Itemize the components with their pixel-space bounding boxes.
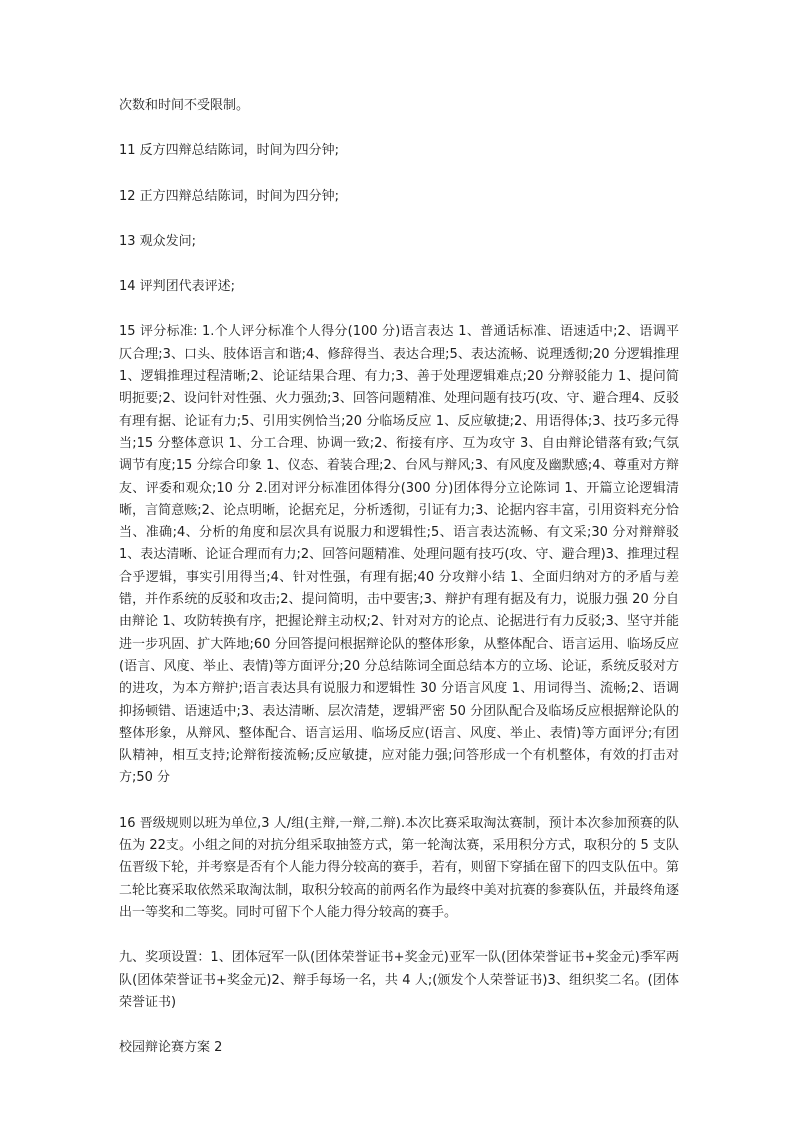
document-body bbox=[119, 95, 679, 1082]
paragraph-item-11: 11 反方四辩总结陈词，时间为四分钟; bbox=[119, 143, 340, 159]
paragraph-item-12: 12 正方四辩总结陈词，时间为四分钟; bbox=[119, 188, 340, 204]
section-heading-plan-2: 校园辩论赛方案 2 bbox=[119, 1040, 223, 1056]
paragraph-item-14: 14 评判团代表评述; bbox=[119, 279, 236, 295]
paragraph-scoring-standards: 15 评分标准: 1.个人评分标准个人得分(100 分)语言表达 1、普通话标准、语速适中;2、语调平仄合理;3、口头、肢体语言和谐;4、修辞得当、表达合理;5、表达流畅、说理透彻;20 分逻辑推理 1、逻辑推理过程清晰;2、论证结果合理、有力;3、善于处理逻辑难点;20 分辩驳能力 1、提问简明扼要;2、设问针对性强、火力强劲;3、回答问题精准、处理问题有技巧(攻、守、避合理4、反驳有理有据、论证有力;5、引用实例恰当;20 分临场反应 1、反应敏捷;2、用语得体;3、技巧多元得当;15 分整体意识 1、分工合理、协调一致;2、衔接有序、互为攻守 3、自由辩论错落有致;气氛调节有度;15 分综合印象 1、仪态、着装合理;2、台风与辩风;3、有风度及幽默感;4、尊重对方辩友、评委和观众;10 分 2.团对评分标准团体得分(300 分)团体得分立论陈词 1、开篇立论逻辑清晰，言简意赅;2、论点明晰，论据充足，分析透彻，引证有力;3、论据内容丰富，引用资料充分恰当、准确;4、分析的角度和层次具有说服力和逻辑性;5、语言表达流畅、有文采;30 分对辩辩驳 1、表达清晰、论证合理而有力;2、回答问题精准、处理问题有技巧(攻、守、避合理)3、推理过程合乎逻辑，事实引用得当;4、针对性强，有理有据;40 分攻辩小结 1、全面归纳对方的矛盾与差错，并作系统的反驳和攻击;2、提问简明，击中要害;3、辩护有理有据及有力，说服力强 20 分自由辩论 1、攻防转换有序，把握论辩主动权;2、针对对方的论点、论据进行有力反驳;3、坚守并能进一步巩固、扩大阵地;60 分回答提问根据辩论队的整体形象，从整体配合、语言运用、临场反应(语言、风度、举止、表情)等方面评分;20 分总结陈词全面总结本方的立场、论证，系统反驳对方的进攻，为本方辩护;语言表达具有说服力和逻辑性 30 分语言风度 1、用词得当、流畅;2、语调抑扬顿错、语速适中;3、表达清晰、层次清楚，逻辑严密 50 分团队配合及临场反应根据辩论队的整体形象，从辩风、整体配合、语言运用、临场反应(语言、风度、举止、表情)等方面评分;有团队精神，相互支持;论辩衔接流畅;反应敏捷，应对能力强;问答形成一个有机整体，有效的打击对方;50 分 bbox=[119, 324, 679, 786]
paragraph-time-limit: 次数和时间不受限制。 bbox=[119, 98, 250, 113]
paragraph-advancement-rules: 16 晋级规则以班为单位,3 人/组(主辩,一辩,二辩).本次比赛采取淘汰赛制，预计本次参加预赛的队伍为 22支。小组之间的对抗分组采取抽签方式，第一轮淘汰赛，采用积分方式，取积分的 5 支队伍晋级下轮，并考察是否有个人能力得分较高的赛手，若有，则留下穿插在留下的四支队伍中。第二轮比赛采取依然采取淘汰制，取积分较高的前两名作为最终中美对抗赛的参赛队伍，并最终角逐出一等奖和二等奖。同时可留下个人能力得分较高的赛手。 bbox=[119, 815, 679, 920]
paragraph-item-13: 13 观众发问; bbox=[119, 233, 197, 249]
paragraph-awards: 九、奖项设置：1、团体冠军一队(团体荣誉证书+奖金元)亚军一队(团体荣誉证书+奖金元)季军两队(团体荣誉证书+奖金元)2、辩手每场一名，共 4 人;(颁发个人荣誉证书)3、组织奖二名。(团体荣誉证书) bbox=[119, 950, 679, 1010]
